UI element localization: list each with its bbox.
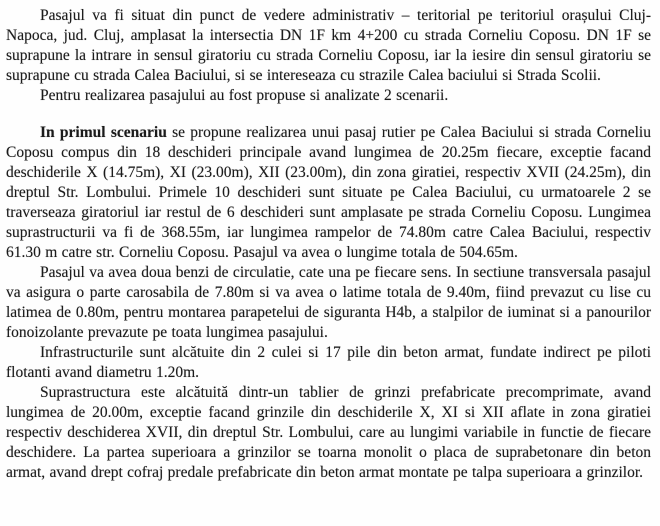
- paragraph-infrastructure: [6, 343, 651, 383]
- paragraph-lead-bold: In primul scenariu: [40, 124, 167, 141]
- paragraph-text: Suprastructura este alcătuită dintr-un tablier de grinzi prefabricate precomprimate, avand lungimea de 20.00m, exceptie facand grinzile din deschiderile X, XI si XII aflate in zona giratiei respectiv deschiderea XVII, din dreptul Str. Lombului, care au lungimi variabile in functie de fiecare deschidere. La partea superioara a grinzilor se toarna monolit o placa de suprabetonare din beton armat, avand drept cofraj predale prefabricate din beton armat montate pe talpa superioara a grinzilor.: [6, 384, 651, 481]
- paragraph-text: Pasajul va avea doua benzi de circulatie, cate una pe fiecare sens. In sectiune transversala pasajul va asigura o parte carosabila de 7.80m si va avea o latime totala de 9.40m, fiind prevazut cu lise cu latimea de 0.80m, pentru montarea parapetelui de siguranta H4b, a stalpilor de iuminat si a panourilor fonoizolante prevazute pe toata lungimea pasajului.: [6, 264, 651, 341]
- paragraph-location-description: [6, 6, 651, 86]
- paragraph-text: Infrastructurile sunt alcătuite din 2 culei si 17 pile din beton armat, fundate indirect pe piloti flotanti avand diametru 1.20m.: [6, 344, 651, 381]
- paragraph-superstructure: [6, 383, 651, 483]
- paragraph-scenarios-intro: [6, 86, 651, 106]
- paragraph-text: Pasajul va fi situat din punct de vedere administrativ – teritorial pe teritoriul orașului Cluj-Napoca, jud. Cluj, amplasat la intersectia DN 1F km 4+200 cu strada Corneliu Coposu. DN 1F se suprapune la intrare in sensul giratoriu cu strada Corneliu Coposu, iar la iesire din sensul giratoriu se suprapune cu strada Calea Baciului, si se intereseaza cu strazile Calea baciului si Strada Scolii.: [6, 7, 651, 84]
- paragraph-first-scenario: [6, 123, 651, 263]
- paragraph-text: Pentru realizarea pasajului au fost propuse si analizate 2 scenarii.: [40, 87, 449, 104]
- paragraph-lanes-cross-section: [6, 263, 651, 343]
- paragraph-text: se propune realizarea unui pasaj rutier pe Calea Baciului si strada Corneliu Coposu compus din 18 deschideri principale avand lungimea de 20.25m fiecare, exceptie facand deschiderile X (14.75m), XI (23.00m), XII (23.00m), din zona giratiei, respectiv XVII (24.25m), din dreptul Str. Lombului. Primele 10 deschideri sunt situate pe Calea Baciului, cu urmatoarele 2 se traverseaza giratoriul iar restul de 6 deschideri sunt amplasate pe strada Corneliu Coposu. Lungimea suprastructurii va fi de 368.55m, iar lungimea rampelor de 74.80m catre Calea Baciului, respectiv 61.30 m catre str. Corneliu Coposu. Pasajul va avea o lungime totala de 504.65m.: [6, 124, 651, 261]
